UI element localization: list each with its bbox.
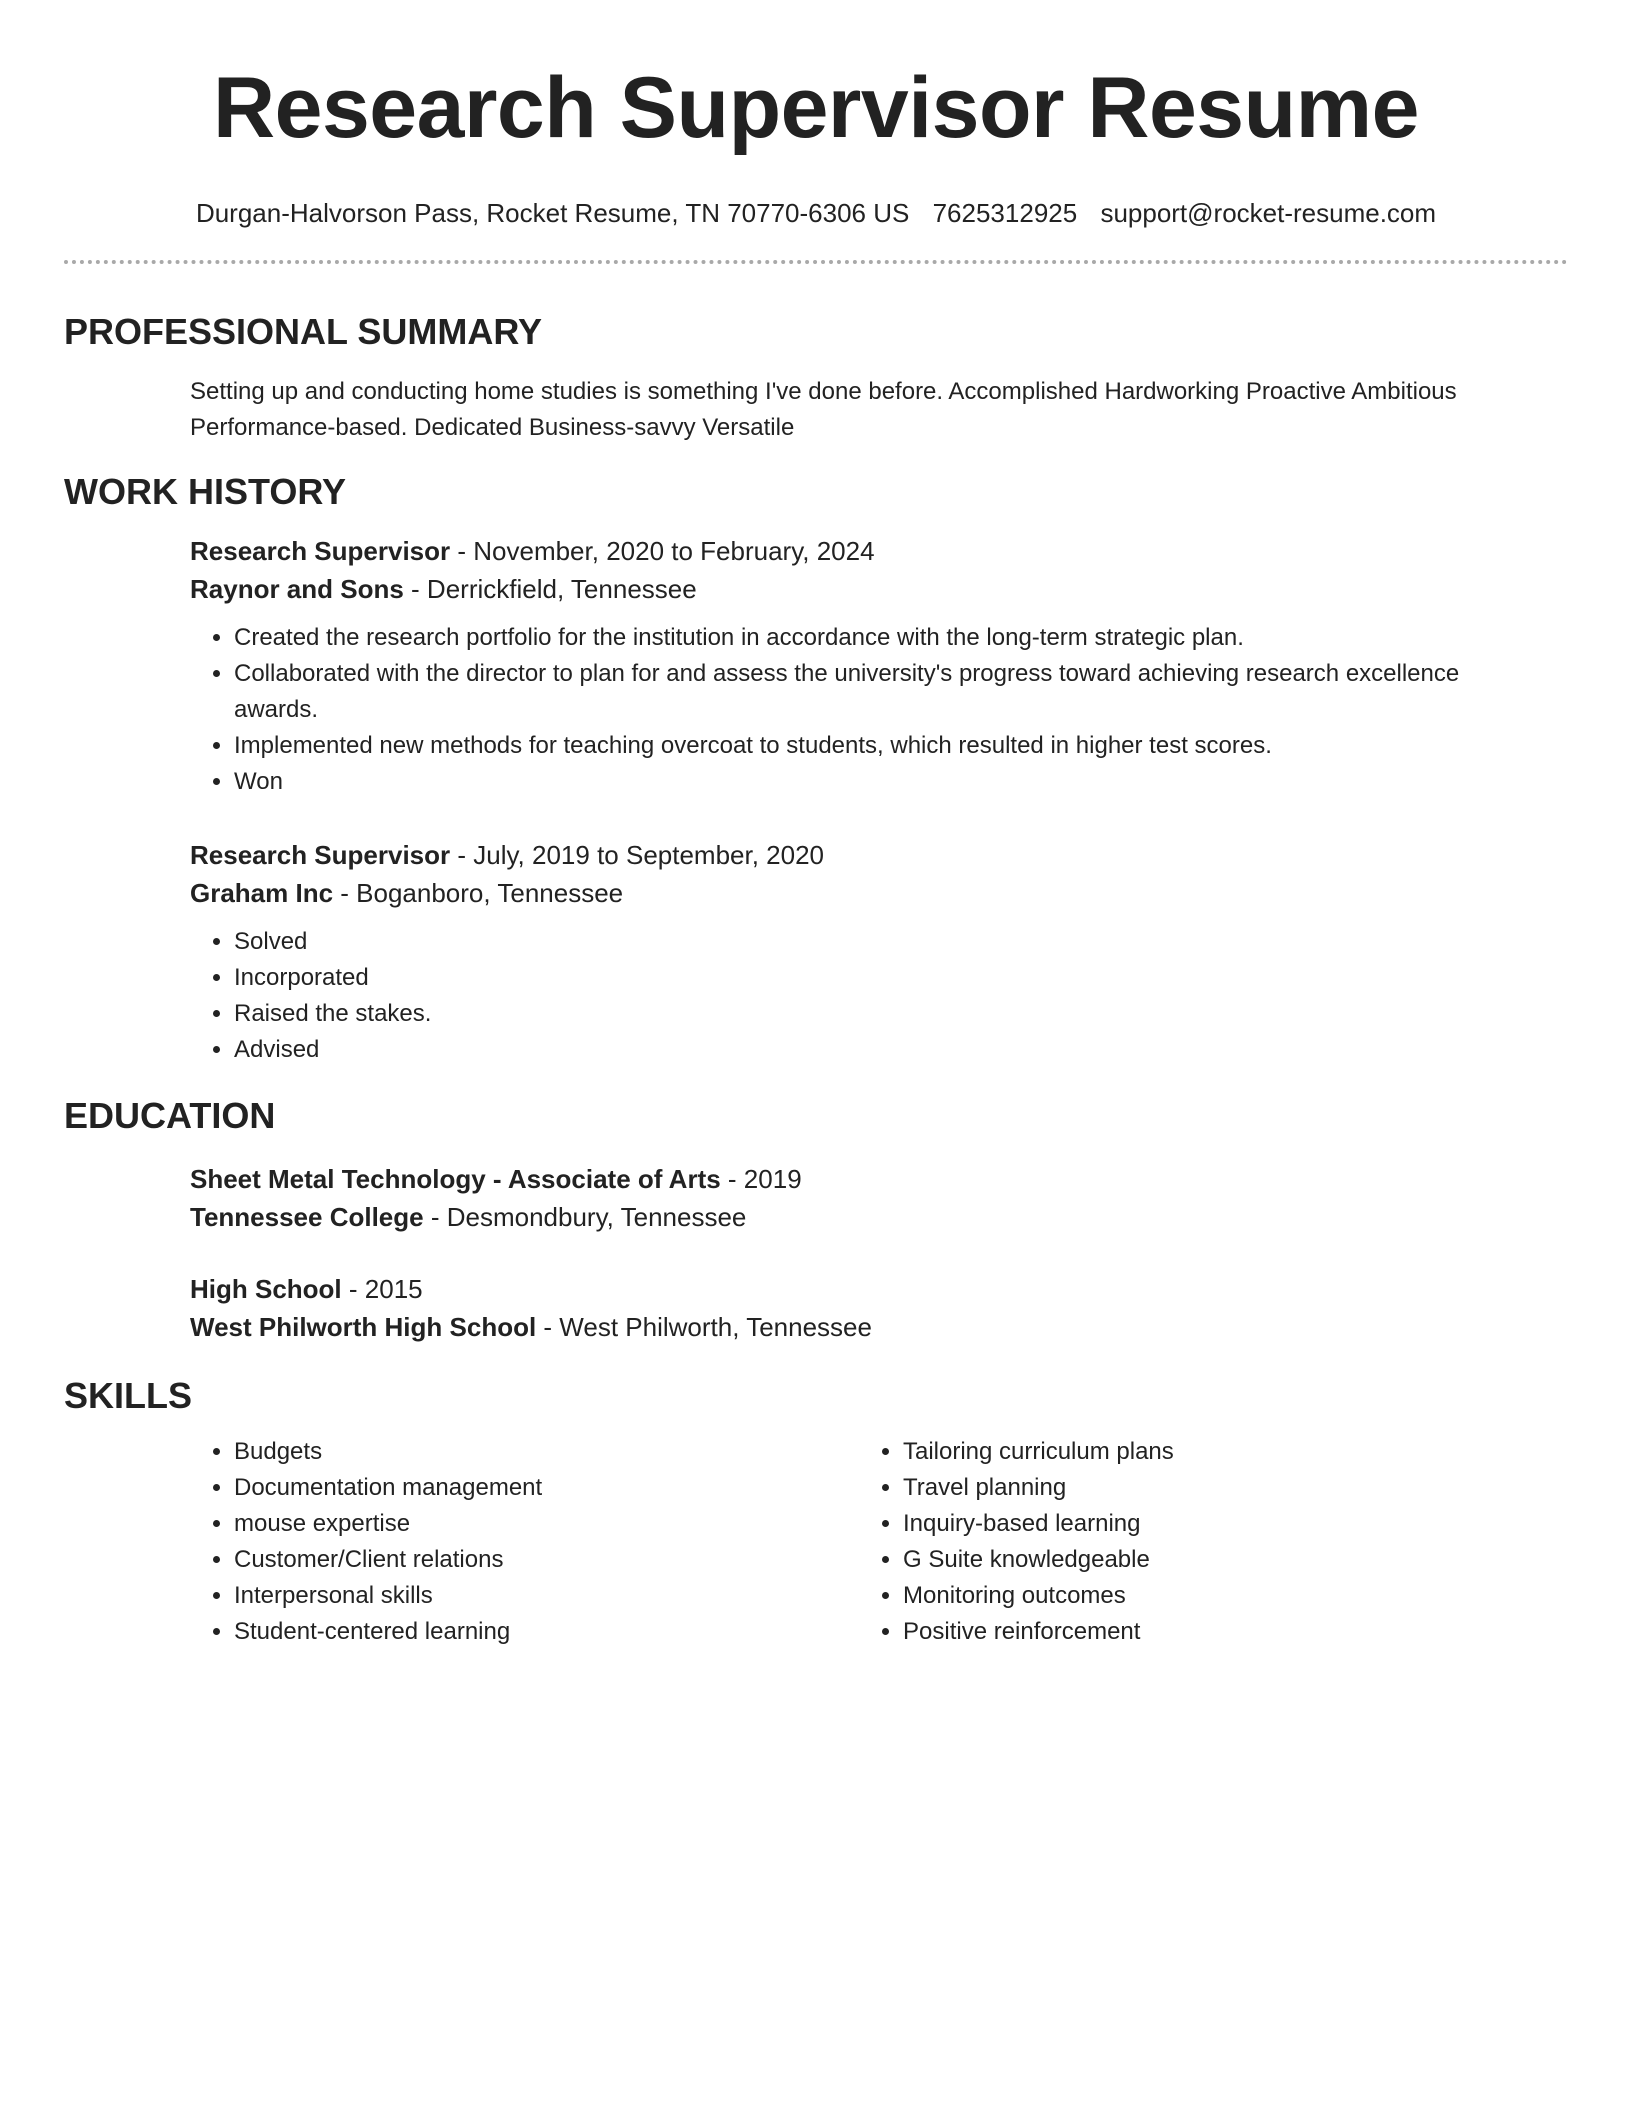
education-location: - West Philworth, Tennessee	[536, 1312, 872, 1342]
list-item: • Customer/Client relations	[234, 1542, 859, 1578]
job-dates: - November, 2020 to February, 2024	[450, 536, 875, 566]
education-school-line	[190, 1308, 1528, 1346]
job-dates: - July, 2019 to September, 2020	[450, 840, 825, 870]
list-item: • Advised	[234, 1032, 1528, 1068]
list-item: • Travel planning	[903, 1470, 1528, 1506]
skills-heading: SKILLS	[64, 1375, 193, 1416]
job-title: Research Supervisor	[190, 840, 451, 870]
job-company-line	[190, 874, 1528, 912]
job-entry	[64, 836, 1568, 1068]
list-item: • Won	[234, 764, 1528, 800]
contact-phone: 7625312925	[932, 198, 1078, 228]
education-school: Tennessee College	[190, 1202, 424, 1232]
job-location: - Derrickfield, Tennessee	[403, 574, 697, 604]
list-item: • Collaborated with the director to plan for and assess the university's progress toward achieving research excellence awards.	[234, 656, 1528, 728]
education-year: - 2015	[341, 1274, 423, 1304]
job-title-line	[190, 836, 1528, 874]
education-degree: Sheet Metal Technology - Associate of Arts	[190, 1164, 721, 1194]
list-item: • Tailoring curriculum plans	[903, 1434, 1528, 1470]
job-title: Research Supervisor	[190, 536, 451, 566]
education-entry	[64, 1160, 1568, 1236]
list-item: • Documentation management	[234, 1470, 859, 1506]
education-section	[64, 1094, 1568, 1346]
work-history-section	[64, 470, 1568, 1068]
contact-address: Durgan-Halvorson Pass, Rocket Resume, TN 70770-6306 US	[195, 198, 910, 228]
education-degree: High School	[190, 1274, 342, 1304]
job-location: - Boganboro, Tennessee	[333, 878, 624, 908]
header-divider	[64, 260, 1568, 264]
education-school: West Philworth High School	[190, 1312, 537, 1342]
job-bullets	[190, 620, 1528, 800]
job-title-line	[190, 532, 1528, 570]
list-item: • Student-centered learning	[234, 1614, 859, 1650]
education-school-line	[190, 1198, 1528, 1236]
skills-section	[64, 1374, 1568, 1650]
summary-text: Setting up and conducting home studies is something I've done before. Accomplished Hardworking Proactive Ambitious Performance-based. Dedicated Business-savvy Versatile	[190, 378, 1457, 441]
job-company: Graham Inc	[190, 878, 334, 908]
list-item: • Implemented new methods for teaching overcoat to students, which resulted in higher test scores.	[234, 728, 1528, 764]
education-location: - Desmondbury, Tennessee	[423, 1202, 747, 1232]
list-item: • Positive reinforcement	[903, 1614, 1528, 1650]
summary-heading: PROFESSIONAL SUMMARY	[64, 311, 543, 352]
list-item: • Solved	[234, 924, 1528, 960]
skills-column-left	[190, 1434, 859, 1650]
contact-line	[64, 196, 1568, 230]
education-degree-line	[190, 1160, 1528, 1198]
list-item: • Budgets	[234, 1434, 859, 1470]
list-item: • G Suite knowledgeable	[903, 1542, 1528, 1578]
work-history-heading: WORK HISTORY	[64, 471, 347, 512]
education-entry	[64, 1270, 1568, 1346]
education-year: - 2019	[720, 1164, 802, 1194]
job-bullets	[190, 924, 1528, 1068]
summary-section	[64, 310, 1568, 446]
contact-email: support@rocket-resume.com	[1100, 198, 1437, 228]
skills-column-right	[859, 1434, 1528, 1650]
job-company: Raynor and Sons	[190, 574, 404, 604]
skills-grid	[64, 1434, 1568, 1650]
job-company-line	[190, 570, 1528, 608]
education-degree-line	[190, 1270, 1528, 1308]
resume-title: Research Supervisor Resume	[213, 60, 1419, 156]
job-entry	[64, 532, 1568, 800]
list-item: • Raised the stakes.	[234, 996, 1528, 1032]
list-item: • Monitoring outcomes	[903, 1578, 1528, 1614]
list-item: • Inquiry-based learning	[903, 1506, 1528, 1542]
list-item: • Created the research portfolio for the institution in accordance with the long-term strategic plan.	[234, 620, 1528, 656]
list-item: • mouse expertise	[234, 1506, 859, 1542]
list-item: • Incorporated	[234, 960, 1528, 996]
list-item: • Interpersonal skills	[234, 1578, 859, 1614]
education-heading: EDUCATION	[64, 1095, 276, 1136]
